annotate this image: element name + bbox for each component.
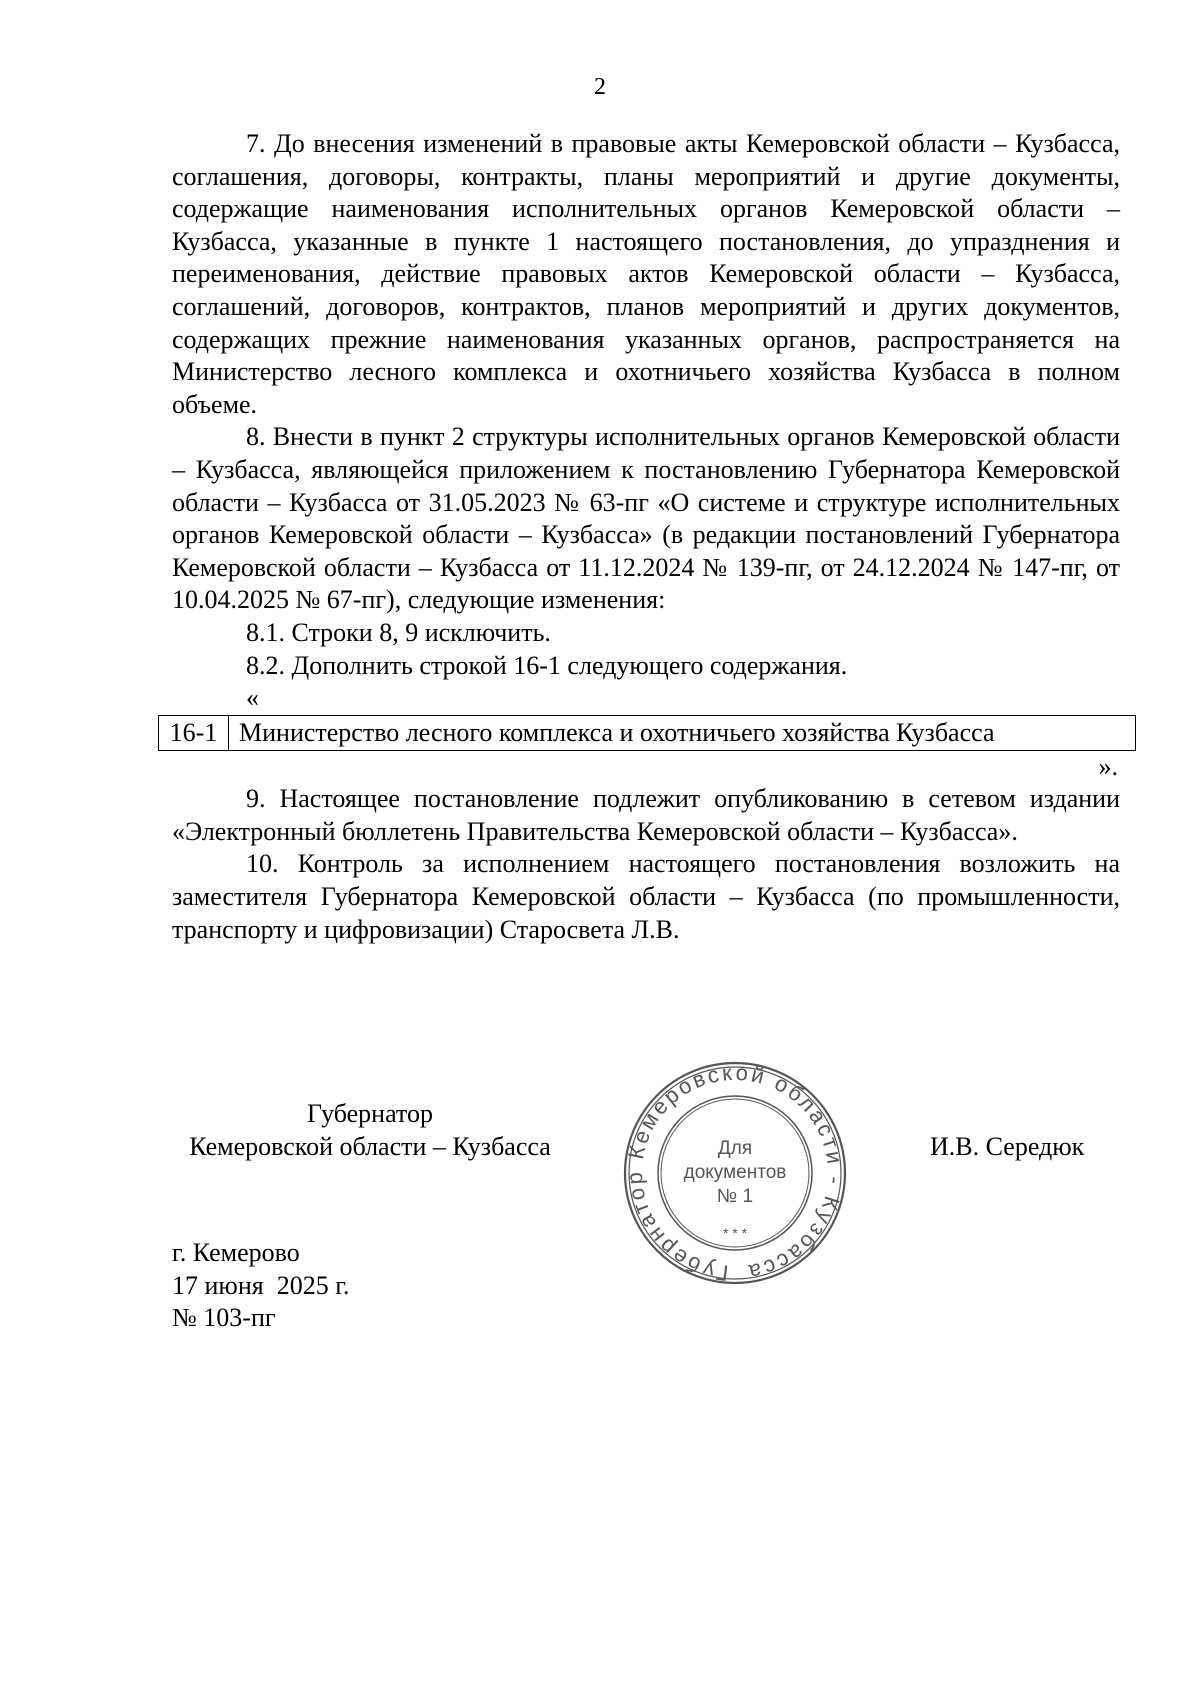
quote-close-mark: ».: [1098, 751, 1118, 781]
row-number-cell: 16-1: [159, 715, 229, 750]
seal-center-line3: № 1: [716, 1186, 754, 1207]
document-body: [169, 128, 1120, 946]
seal-ring-text: Губернатор Кемеровской области - Кузбасса: [622, 1060, 848, 1286]
signatory-title: [160, 1098, 580, 1163]
inserted-structure-row-table: [158, 715, 1136, 751]
document-footer: [172, 1237, 349, 1335]
table-row: [159, 715, 1136, 750]
footer-city: г. Кемерово: [172, 1238, 300, 1267]
footer-date: 17 июня 2025 г.: [172, 1270, 350, 1300]
footer-document-number: № 103-пг: [172, 1303, 276, 1333]
page-number: 2: [594, 74, 606, 100]
official-seal-stamp: [622, 1060, 848, 1286]
quote-open-mark: «: [246, 683, 259, 713]
paragraph-7: 7. До внесения изменений в правовые акты Кемеровской области – Кузбасса, соглашения, договоры, контракты, планы мероприятий и другие документы, содержащие наименования исполнительных органов Кемеровской области – Кузбасса, указанные в пункте 1 настоящего постановления, до упразднения и переименования, действие правовых актов Кемеровской области – Кузбасса, соглашений, договоров, контрактов, планов мероприятий и других документов, содержащих прежние наименования указанных органов, распространяется на Министерство лесного комплекса и охотничьего хозяйства Кузбасса в полном объеме.: [172, 129, 1120, 419]
paragraph-10: 10. Контроль за исполнением настоящего постановления возложить на заместителя Губернатора Кемеровской области – Кузбасса (по промышленности, транспорту и цифровизации) Старосвета Л.В.: [172, 849, 1120, 944]
signatory-title-line1: Губернатор: [307, 1099, 433, 1128]
paragraph-9: 9. Настоящее постановление подлежит опубликованию в сетевом издании «Электронный бюллетень Правительства Кемеровской области – Кузбасса».: [172, 784, 1120, 846]
paragraph-8: 8. Внести в пункт 2 структуры исполнительных органов Кемеровской области – Кузбасса, являющейся приложением к постановлению Губернатора Кемеровской области – Кузбасса от 31.05.2023 № 63-пг «О системе и структуре исполнительных органов Кемеровской области – Кузбасса» (в редакции постановлений Губернатора Кемеровской области – Кузбасса от 11.12.2024 № 139-пг, от 24.12.2024 № 147-пг, от 10.04.2025 № 67-пг), следующие изменения:: [172, 422, 1120, 615]
paragraph-8-1: 8.1. Строки 8, 9 исключить.: [246, 617, 551, 647]
paragraph-8-2: 8.2. Дополнить строкой 16-1 следующего содержания.: [246, 650, 848, 680]
seal-center-line1: Для: [717, 1138, 753, 1159]
seal-stars: * * *: [722, 1225, 748, 1241]
signatory-title-line2: Кемеровской области – Кузбасса: [189, 1131, 551, 1161]
row-name-cell: Министерство лесного комплекса и охотничьего хозяйства Кузбасса: [229, 715, 1136, 750]
signatory-name: И.В. Середюк: [930, 1132, 1085, 1161]
seal-center-line2: документов: [683, 1162, 787, 1183]
